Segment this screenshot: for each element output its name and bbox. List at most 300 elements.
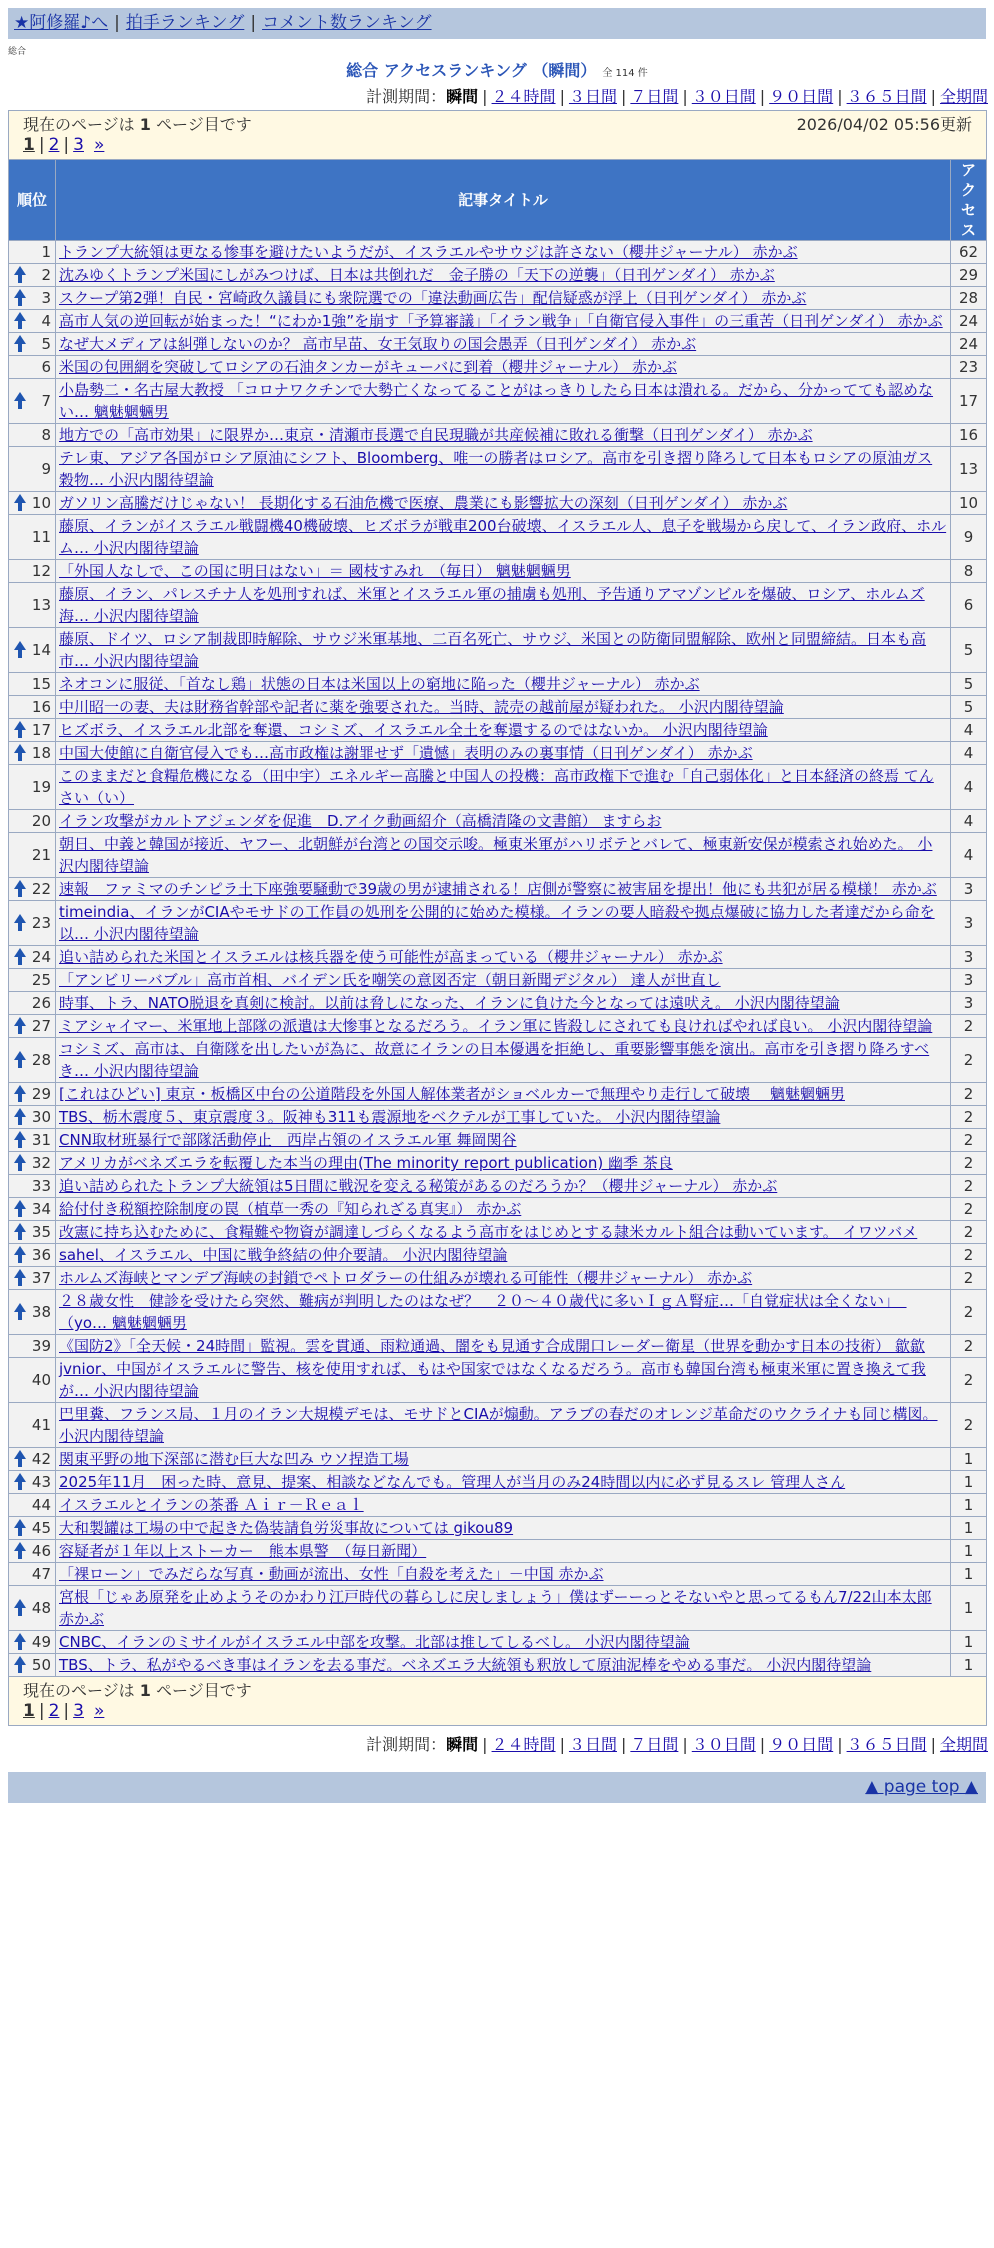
article-link[interactable]: ミアシャイマー、米軍地上部隊の派遣は大惨事となるだろう。イラン軍に皆殺しにされても良ければやれば良い。 小沢内閣待望論: [59, 1017, 933, 1035]
article-link[interactable]: 給付付き税額控除制度の罠（植草一秀の『知られざる真実』） 赤かぶ: [59, 1200, 522, 1218]
rank-cell: [9, 1631, 56, 1654]
title-cell: [56, 379, 951, 424]
rank-cell: [9, 765, 56, 810]
rank-up-arrow-icon: [14, 948, 26, 966]
period-link-7[interactable]: 全期間: [939, 1735, 988, 1754]
rank-number: 17: [31, 721, 51, 739]
rank-cell: [9, 1471, 56, 1494]
title-cell: [56, 878, 951, 901]
rank-up-arrow-icon: [14, 1051, 26, 1069]
rank-number: 22: [31, 880, 51, 898]
page-next-link[interactable]: »: [93, 135, 105, 155]
comment-ranking-link[interactable]: コメント数ランキング: [262, 13, 432, 33]
table-row: [9, 946, 987, 969]
title-cell: [56, 583, 951, 628]
rank-cell: [9, 992, 56, 1015]
article-link[interactable]: テレ東、アジア各国がロシア原油にシフト、Bloomberg、唯一の勝者はロシア。高市を引き摺り降ろして日本もロシアの原油ガス穀物… 小沢内閣待望論: [59, 449, 933, 489]
title-cell: [56, 1358, 951, 1403]
rank-number: 11: [31, 528, 51, 546]
article-link[interactable]: 小島勢二・名古屋大教授 「コロナワクチンで大勢亡くなってることがはっきりしたら日本は潰れる。だから、分かってても認めない… 魑魅魍魎男: [59, 381, 934, 421]
rank-up-arrow-icon: [14, 289, 26, 307]
rank-number: 37: [31, 1269, 51, 1287]
rank-cell: [9, 1244, 56, 1267]
article-link[interactable]: ネオコンに服従、「首なし鶏」状態の日本は米国以上の窮地に陥った（櫻井ジャーナル） 赤かぶ: [59, 675, 700, 693]
rank-number: 49: [31, 1633, 51, 1651]
rank-cell: [9, 969, 56, 992]
access-count: 8: [951, 560, 987, 583]
rank-number: 14: [31, 641, 51, 659]
rank-number: 41: [31, 1416, 51, 1434]
article-link[interactable]: 追い詰められたトランプ大統領は5日間に戦況を変える秘策があるのだろうか？（櫻井ジャーナル） 赤かぶ: [59, 1177, 778, 1195]
period-separator: |: [837, 1735, 843, 1754]
period-selector-bottom: [366, 1734, 988, 1756]
page-top-link[interactable]: ▲ page top ▲: [865, 1777, 978, 1797]
period-label: 計測期間：: [366, 1735, 447, 1754]
table-row: [9, 742, 987, 765]
access-count: 1: [951, 1563, 987, 1586]
article-link[interactable]: スクープ第2弾！自民・宮崎政久議員にも衆院選での「違法動画広告」配信疑惑が浮上（日刊ゲンダイ） 赤かぶ: [59, 289, 807, 307]
period-link-4[interactable]: ３０日間: [691, 1735, 756, 1754]
rank-cell: [9, 356, 56, 379]
article-link[interactable]: 《国防2》「全天候・24時間」監視。雲を貫通、雨粒通過、闇をも見通す合成開口レーダー衛星（世界を動かす日本の技術） 歙歙: [59, 1337, 925, 1355]
access-count: 2: [951, 1175, 987, 1198]
rank-cell: [9, 1152, 56, 1175]
rank-cell: [9, 1563, 56, 1586]
title-cell: [56, 1586, 951, 1631]
rank-cell: [9, 1175, 56, 1198]
table-row: [9, 1586, 987, 1631]
header-rank: 順位: [9, 160, 56, 241]
title-cell: [56, 1471, 951, 1494]
rank-number: 24: [31, 948, 51, 966]
access-count: 62: [951, 241, 987, 264]
period-link-3[interactable]: ７日間: [630, 87, 679, 106]
rank-up-arrow-icon: [14, 1085, 26, 1103]
article-link[interactable]: このままだと食糧危機になる（田中宇）エネルギー高騰と中国人の投機：高市政権下で進む「自己弱体化」と日本経済の終焉 てんさい（い）: [59, 767, 934, 807]
page-link-3[interactable]: 3: [73, 135, 84, 155]
rank-number: 28: [31, 1051, 51, 1069]
title-cell: [56, 719, 951, 742]
rank-up-arrow-icon: [14, 1473, 26, 1491]
rank-number: 42: [31, 1450, 51, 1468]
rank-number: 2: [41, 266, 51, 284]
rank-cell: [9, 742, 56, 765]
rank-number: 8: [41, 426, 51, 444]
period-separator: |: [482, 1735, 488, 1754]
rank-cell: [9, 515, 56, 560]
pager-top: [9, 111, 987, 160]
rank-number: 1: [41, 243, 51, 261]
pager-text-pre: 現在のページは: [23, 115, 135, 134]
rank-cell: [9, 1106, 56, 1129]
access-count: 2: [951, 1335, 987, 1358]
page-links-top: [23, 135, 972, 155]
nav-separator: |: [114, 13, 120, 33]
table-row: [9, 1083, 987, 1106]
period-link-4[interactable]: ３０日間: [691, 87, 756, 106]
rank-number: 29: [31, 1085, 51, 1103]
rank-number: 33: [31, 1177, 51, 1195]
rank-up-arrow-icon: [14, 721, 26, 739]
rank-number: 44: [31, 1496, 51, 1514]
title-cell: [56, 560, 951, 583]
period-link-2[interactable]: ３日間: [568, 87, 617, 106]
table-row: [9, 333, 987, 356]
rank-number: 27: [31, 1017, 51, 1035]
title-cell: [56, 1654, 951, 1677]
period-link-2[interactable]: ３日間: [568, 1735, 617, 1754]
access-count: 13: [951, 447, 987, 492]
access-count: 2: [951, 1083, 987, 1106]
article-link[interactable]: 藤原、イランがイスラエル戦闘機40機破壊、ヒズボラが戦車200台破壊、イスラエル人、息子を戦場から戻して、イラン政府、ホルム… 小沢内閣待望論: [59, 517, 947, 557]
article-link[interactable]: 中川昭一の妻、夫は財務省幹部や記者に薬を強要された。当時、読売の越前屋が疑われた。 小沢内閣待望論: [59, 698, 784, 716]
article-link[interactable]: 藤原、イラン、パレスチナ人を処刑すれば、米軍とイスラエル軍の捕虜も処刑、予告通りアマゾンビルを爆破、ロシア、ホルムズ海… 小沢内閣待望論: [59, 585, 925, 625]
article-link[interactable]: timeindia、イランがCIAやモサドの工作員の処刑を公開的に始めた模様。イランの要人暗殺や拠点爆破に協力した者達だから命を以… 小沢内閣待望論: [59, 903, 935, 943]
table-row: [9, 310, 987, 333]
rank-up-arrow-icon: [14, 1200, 26, 1218]
article-link[interactable]: TBS、トラ、私がやるべき事はイランを去る事だ。ベネズエラ大統領も釈放して原油泥棒をやめる事だ。 小沢内閣待望論: [59, 1656, 872, 1674]
period-separator: |: [759, 1735, 766, 1754]
article-link[interactable]: なぜ大メディアは糾弾しないのか？ 高市早苗、女王気取りの国会愚弄（日刊ゲンダイ） 赤かぶ: [59, 335, 697, 353]
rank-cell: [9, 628, 56, 673]
article-link[interactable]: イラン攻撃がカルトアジェンダを促進 D.アイク動画紹介（高橋清隆の文書館） ますらお: [59, 812, 662, 830]
article-link[interactable]: 中国大使館に自衛官侵入でも…高市政権は謝罪せず「遺憾」表明のみの裏事情（日刊ゲンダイ） 赤かぶ: [59, 744, 753, 762]
rank-cell: [9, 810, 56, 833]
rank-cell: [9, 1494, 56, 1517]
rank-number: 34: [31, 1200, 51, 1218]
ranking-table: [8, 110, 987, 1726]
access-count: 1: [951, 1494, 987, 1517]
table-row: [9, 833, 987, 878]
table-row: [9, 1129, 987, 1152]
rank-cell: [9, 1038, 56, 1083]
access-count: 4: [951, 742, 987, 765]
article-link[interactable]: sahel、イスラエル、中国に戦争終結の仲介要請。 小沢内閣待望論: [59, 1246, 508, 1264]
rank-number: 6: [41, 358, 51, 376]
article-link[interactable]: 米国の包囲網を突破してロシアの石油タンカーがキューバに到着（櫻井ジャーナル） 赤かぶ: [59, 358, 677, 376]
access-count: 2: [951, 1038, 987, 1083]
pager-text-post: ページ目です: [156, 115, 252, 134]
table-row: [9, 1244, 987, 1267]
rank-number: 7: [41, 392, 51, 410]
title-cell: [56, 673, 951, 696]
rank-up-arrow-icon: [14, 494, 26, 512]
hakushu-ranking-link[interactable]: 拍手ランキング: [125, 13, 245, 33]
table-row: [9, 1175, 987, 1198]
rank-up-arrow-icon: [14, 1599, 26, 1617]
rank-cell: [9, 1654, 56, 1677]
title-cell: [56, 901, 951, 946]
title-cell: [56, 356, 951, 379]
access-count: 24: [951, 310, 987, 333]
table-row: [9, 1358, 987, 1403]
rank-cell: [9, 719, 56, 742]
access-count: 3: [951, 901, 987, 946]
rank-up-arrow-icon: [14, 1154, 26, 1172]
table-row: [9, 1152, 987, 1175]
table-row: [9, 1267, 987, 1290]
rank-cell: [9, 424, 56, 447]
updated-timestamp: 2026/04/02 05:56更新: [796, 115, 973, 134]
title-cell: [56, 492, 951, 515]
title-cell: [56, 1106, 951, 1129]
access-count: 16: [951, 424, 987, 447]
table-row: [9, 447, 987, 492]
rank-number: 46: [31, 1542, 51, 1560]
period-separator: |: [930, 1735, 936, 1754]
rank-up-arrow-icon: [14, 1656, 26, 1674]
table-row: [9, 969, 987, 992]
rank-cell: [9, 1335, 56, 1358]
home-link[interactable]: ★阿修羅♪へ: [14, 13, 109, 33]
page-link-2[interactable]: 2: [48, 1701, 60, 1721]
period-separator: |: [759, 87, 766, 106]
access-count: 2: [951, 1403, 987, 1448]
page-next-link[interactable]: »: [93, 1701, 105, 1721]
period-selector-top: [366, 86, 988, 108]
article-link[interactable]: 速報 ファミマのチンピラ土下座強要騒動で39歳の男が逮捕される！店側が警察に被害届を提出！他にも共犯が居る模様！ 赤かぶ: [59, 880, 937, 898]
rank-cell: [9, 1358, 56, 1403]
article-link[interactable]: アメリカがベネズエラを転覆した本当の理由(The minority report publication) 幽季 茶良: [59, 1154, 673, 1172]
access-count: 2: [951, 1221, 987, 1244]
period-link-5[interactable]: ９０日間: [769, 87, 834, 106]
period-link-6[interactable]: ３６５日間: [846, 87, 927, 106]
title-cell: [56, 424, 951, 447]
rank-number: 5: [41, 335, 51, 353]
article-link[interactable]: 宮根「じゃあ原発を止めようそのかわり江戸時代の暮らしに戻しましょう」僕はずーーっとそないやと思ってるもん7/22山本太郎 赤かぶ: [59, 1588, 932, 1628]
rank-number: 47: [31, 1565, 51, 1583]
article-link[interactable]: ホルムズ海峡とマンデブ海峡の封鎖でペトロダラーの仕組みが壊れる可能性（櫻井ジャーナル） 赤かぶ: [59, 1269, 753, 1287]
rank-up-arrow-icon: [14, 392, 26, 410]
title-cell: [56, 264, 951, 287]
article-link[interactable]: 巴里糞、フランス局、１月のイラン大規模デモは、モサドとCIAが煽動。アラブの春だのオレンジ革命だのウクライナも同じ構図。 小沢内閣待望論: [59, 1405, 938, 1445]
access-count: 5: [951, 673, 987, 696]
article-link[interactable]: コシミズ、高市は、自衛隊を出したいが為に、故意にイランの日本優遇を拒絶し、重要影響事態を演出。高市を引き摺り降ろすべき… 小沢内閣待望論: [59, 1040, 930, 1080]
rank-cell: [9, 241, 56, 264]
rank-cell: [9, 1517, 56, 1540]
period-link-5[interactable]: ９０日間: [769, 1735, 834, 1754]
rank-up-arrow-icon: [14, 1450, 26, 1468]
nav-separator: |: [250, 13, 257, 33]
table-row: [9, 424, 987, 447]
article-link[interactable]: 時事、トラ、NATO脱退を真剣に検討。以前は脅しになった、イランに負けた今となっては遠吠え。 小沢内閣待望論: [59, 994, 840, 1012]
rank-number: 43: [31, 1473, 51, 1491]
rank-cell: [9, 696, 56, 719]
title-cell: [56, 628, 951, 673]
page-separator: |: [38, 135, 45, 155]
title-cell: [56, 1267, 951, 1290]
title-cell: [56, 1631, 951, 1654]
rank-cell: [9, 264, 56, 287]
rank-number: 31: [31, 1131, 51, 1149]
article-link[interactable]: CNBC、イランのミサイルがイスラエル中部を攻撃。北部は推してしるべし。 小沢内閣待望論: [59, 1633, 690, 1651]
title-cell: [56, 696, 951, 719]
article-link[interactable]: 関東平野の地下深部に潜む巨大な凹み ウソ捏造工場: [59, 1450, 409, 1468]
table-row: [9, 264, 987, 287]
title-cell: [56, 1221, 951, 1244]
table-row: [9, 1563, 987, 1586]
access-count: 5: [951, 696, 987, 719]
pager-bottom: [9, 1677, 987, 1726]
rank-number: 19: [31, 778, 51, 796]
rank-number: 45: [31, 1519, 51, 1537]
rank-up-arrow-icon: [14, 1519, 26, 1537]
rank-cell: [9, 833, 56, 878]
article-link[interactable]: CNN取材班暴行で部隊活動停止 西岸占領のイスラエル軍 舞岡関谷: [59, 1131, 517, 1149]
access-count: 3: [951, 992, 987, 1015]
rank-number: 25: [31, 971, 51, 989]
access-count: 10: [951, 492, 987, 515]
access-count: 1: [951, 1631, 987, 1654]
period-link-3[interactable]: ７日間: [630, 1735, 679, 1754]
article-link[interactable]: トランプ大統領は更なる惨事を避けたいようだが、イスラエルやサウジは許さない（櫻井ジャーナル） 赤かぶ: [59, 243, 798, 261]
page-separator: |: [63, 1701, 70, 1721]
title-cell: [56, 1540, 951, 1563]
title-cell: [56, 1175, 951, 1198]
rank-number: 39: [31, 1337, 51, 1355]
page-links-bottom: [23, 1701, 972, 1721]
article-link[interactable]: 改憲に持ち込むために、食糧難や物資が調達しづらくなるよう高市をはじめとする隷米カルト組合は動いています。 イワツバメ: [59, 1223, 918, 1241]
rank-cell: [9, 1403, 56, 1448]
title-cell: [56, 333, 951, 356]
rank-cell: [9, 1015, 56, 1038]
article-link[interactable]: ガソリン高騰だけじゃない！ 長期化する石油危機で医療、農業にも影響拡大の深刻（日刊ゲンダイ） 赤かぶ: [59, 494, 788, 512]
rank-cell: [9, 673, 56, 696]
rank-cell: [9, 878, 56, 901]
rank-cell: [9, 1267, 56, 1290]
table-row: [9, 1631, 987, 1654]
rank-up-arrow-icon: [14, 914, 26, 932]
article-link[interactable]: 朝日、中義と韓国が接近、ヤフー、北朝鮮が台湾との国交示唆。極東米軍がハリボテとバレて、極東新安保が模索され始めた。 小沢内閣待望論: [59, 835, 933, 875]
table-row: [9, 560, 987, 583]
title-cell: [56, 310, 951, 333]
article-link[interactable]: 大和製罐は工場の中で起きた偽装請負労災事故については gikou89: [59, 1519, 514, 1537]
table-row: [9, 287, 987, 310]
table-row: [9, 810, 987, 833]
table-row: [9, 1448, 987, 1471]
rank-up-arrow-icon: [14, 266, 26, 284]
period-separator: |: [620, 87, 627, 106]
table-row: [9, 379, 987, 424]
rank-cell: [9, 1540, 56, 1563]
rank-cell: [9, 310, 56, 333]
title-cell: [56, 241, 951, 264]
title-cell: [56, 810, 951, 833]
rank-number: 16: [31, 698, 51, 716]
period-label: 計測期間：: [366, 87, 447, 106]
article-link[interactable]: 「アンビリーバブル」高市首相、バイデン氏を嘲笑の意図否定（朝日新聞デジタル） 達人が世直し: [59, 971, 721, 989]
article-link[interactable]: jvnior、中国がイスラエルに警告、核を使用すれば、もはや国家ではなくなるだろう。高市も韓国台湾も極東米軍に置き換えて我が… 小沢内閣待望論: [59, 1360, 926, 1400]
period-current: 瞬間: [446, 1735, 479, 1754]
article-link[interactable]: 藤原、ドイツ、ロシア制裁即時解除、サウジ米軍基地、二百名死亡、サウジ、米国との防衛同盟解除、欧州と同盟締結。日本も高市… 小沢内閣待望論: [59, 630, 927, 670]
table-row: [9, 1471, 987, 1494]
rank-up-arrow-icon: [14, 312, 26, 330]
table-row: [9, 1290, 987, 1335]
title-cell: [56, 447, 951, 492]
bottom-bar: [8, 1772, 986, 1803]
page-link-2[interactable]: 2: [48, 135, 60, 155]
access-count: 1: [951, 1471, 987, 1494]
period-link-6[interactable]: ３６５日間: [846, 1735, 927, 1754]
period-separator: |: [620, 1735, 627, 1754]
article-link[interactable]: 地方での「高市効果」に限界か…東京・清瀬市長選で自民現職が共産候補に敗れる衝撃（日刊ゲンダイ） 赤かぶ: [59, 426, 813, 444]
period-separator: |: [837, 87, 843, 106]
period-link-7[interactable]: 全期間: [939, 87, 988, 106]
article-link[interactable]: 「裸ローン」でみだらな写真・動画が流出、女性「自殺を考えた」－中国 赤かぶ: [59, 1565, 604, 1583]
pager-current-number: 1: [139, 1681, 151, 1700]
rank-up-arrow-icon: [14, 1131, 26, 1149]
rank-number: 13: [31, 596, 51, 614]
title-cell: [56, 1403, 951, 1448]
rank-number: 4: [41, 312, 51, 330]
access-count: 2: [951, 1129, 987, 1152]
article-link[interactable]: 沈みゆくトランプ米国にしがみつけば、日本は共倒れだ 金子勝の「天下の逆襲」（日刊ゲンダイ） 赤かぶ: [59, 266, 775, 284]
access-count: 2: [951, 1244, 987, 1267]
rank-up-arrow-icon: [14, 641, 26, 659]
article-link[interactable]: 高市人気の逆回転が始まった！“にわか1強”を崩す「予算審議」「イラン戦争」「自衛官侵入事件」の三重苦（日刊ゲンダイ） 赤かぶ: [59, 312, 943, 330]
article-link[interactable]: TBS、栃木震度５、東京震度３。阪神も311も震源地をベクテルが工事していた。 小沢内閣待望論: [59, 1108, 721, 1126]
rank-up-arrow-icon: [14, 744, 26, 762]
title-cell: [56, 1198, 951, 1221]
title-cell: [56, 1290, 951, 1335]
pager-status-bottom: [23, 1681, 972, 1701]
rank-number: 35: [31, 1223, 51, 1241]
table-row: [9, 1540, 987, 1563]
table-row: [9, 515, 987, 560]
rank-number: 10: [31, 494, 51, 512]
table-row: [9, 583, 987, 628]
rank-number: 9: [41, 460, 51, 478]
header-title: 記事タイトル: [56, 160, 951, 241]
period-link-1[interactable]: ２４時間: [491, 1735, 556, 1754]
table-row: [9, 992, 987, 1015]
page-separator: |: [63, 135, 70, 155]
article-link[interactable]: [これはひどい] 東京・板橋区中台の公道階段を外国人解体業者がショベルカーで無理やり走行して破壊 魑魅魍魎男: [59, 1085, 845, 1103]
rank-cell: [9, 1448, 56, 1471]
table-row: [9, 719, 987, 742]
rank-cell: [9, 946, 56, 969]
rank-cell: [9, 1083, 56, 1106]
article-link[interactable]: 追い詰められた米国とイスラエルは核兵器を使う可能性が高まっている（櫻井ジャーナル） 赤かぶ: [59, 948, 723, 966]
access-count: 6: [951, 583, 987, 628]
article-link[interactable]: 容疑者が１年以上ストーカー 熊本県警 （毎日新聞）: [59, 1542, 427, 1560]
article-link[interactable]: ヒズボラ、イスラエル北部を奪還、コシミズ、イスラエル全土を奪還するのではないか。 小沢内閣待望論: [59, 721, 768, 739]
rank-cell: [9, 333, 56, 356]
page-title: 総合 アクセスランキング （瞬間）: [346, 61, 597, 80]
page-link-3[interactable]: 3: [73, 1701, 84, 1721]
article-link[interactable]: 2025年11月 困った時、意見、提案、相談などなんでも。管理人が当月のみ24時間以内に必ず見るスレ 管理人さん: [59, 1473, 846, 1491]
table-row: [9, 673, 987, 696]
rank-up-arrow-icon: [14, 1269, 26, 1287]
rank-up-arrow-icon: [14, 880, 26, 898]
access-count: 2: [951, 1198, 987, 1221]
article-link[interactable]: 「外国人なしで、この国に明日はない」＝ 國枝すみれ （毎日） 魑魅魍魎男: [59, 562, 571, 580]
rank-up-arrow-icon: [14, 1108, 26, 1126]
title-cell: [56, 1563, 951, 1586]
period-link-1[interactable]: ２４時間: [491, 87, 556, 106]
period-current: 瞬間: [446, 87, 479, 106]
access-count: 9: [951, 515, 987, 560]
period-separator: |: [559, 1735, 565, 1754]
article-link[interactable]: ２８歳女性 健診を受けたら突然、難病が判明したのはなぜ？ ２０～４０歳代に多いＩｇＡ腎症…「自覚症状は全くない」 （yo… 魑魅魍魎男: [59, 1292, 907, 1332]
page-separator: |: [38, 1701, 45, 1721]
period-separator: |: [930, 87, 936, 106]
access-count: 2: [951, 1358, 987, 1403]
title-cell: [56, 946, 951, 969]
rank-number: 3: [41, 289, 51, 307]
article-link[interactable]: イスラエルとイランの茶番 Ａｉｒ－Ｒｅａｌ: [59, 1496, 364, 1514]
rank-number: 48: [31, 1599, 51, 1617]
